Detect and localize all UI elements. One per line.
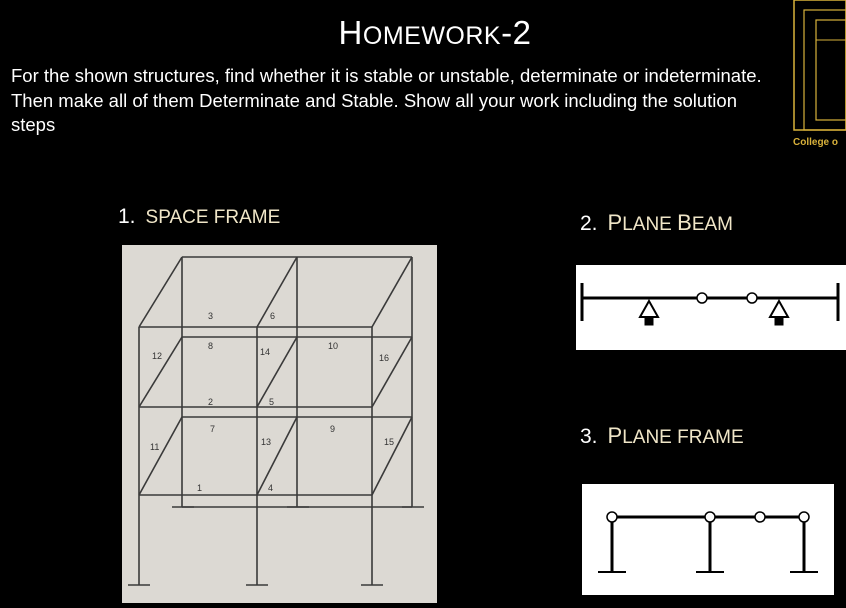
heading-label-cap: P [607,210,623,235]
member-label: 11 [150,442,160,452]
heading-label-rest: LANE [622,427,672,448]
member-label: 14 [260,347,271,357]
member-label: 9 [330,424,336,434]
plane-beam-figure [576,265,846,350]
member-label: 8 [208,341,214,351]
heading-label: SPACE FRAME [145,207,281,228]
member-label: 1 [197,483,203,493]
instructions-text: For the shown structures, find whether it is stable or unstable, determinate or indeterminate. Then make all of them Determinate and Stable. Show all your work including the solution steps [11,65,762,135]
heading-label: FRAME [677,427,744,448]
slide-title-first: H [338,14,363,51]
space-frame-figure [122,245,437,603]
heading-label-cap: B [677,210,692,235]
member-label: 6 [270,311,276,321]
heading-plane-frame [580,423,744,449]
heading-number: 1. [118,205,136,228]
plane-beam-drawing [576,265,846,350]
plane-frame-figure [582,484,834,595]
plane-frame-drawing [582,484,834,595]
slide-title-rest: OMEWORK [362,22,502,50]
heading-label-rest: EAM [691,214,733,235]
member-label: 16 [379,353,390,363]
heading-number: 2. [580,212,598,235]
space-frame-drawing [122,245,437,603]
heading-label-cap: P [607,423,623,448]
heading-number: 3. [580,425,598,448]
heading-space-frame [118,205,280,229]
member-label: 15 [384,437,395,447]
slide-title-suffix: -2 [501,14,532,51]
member-label: 5 [269,397,275,407]
member-label: 4 [268,483,274,493]
member-label: 12 [152,351,163,361]
member-label: 2 [208,397,214,407]
member-label: 3 [208,311,214,321]
college-logo [790,0,846,150]
slide-title [0,14,846,52]
heading-label-rest: LANE [622,214,672,235]
member-label: 7 [210,424,216,434]
member-label: 13 [261,437,272,447]
heading-plane-beam [580,210,733,236]
logo-text: College o [793,137,839,148]
member-label: 10 [328,341,339,351]
